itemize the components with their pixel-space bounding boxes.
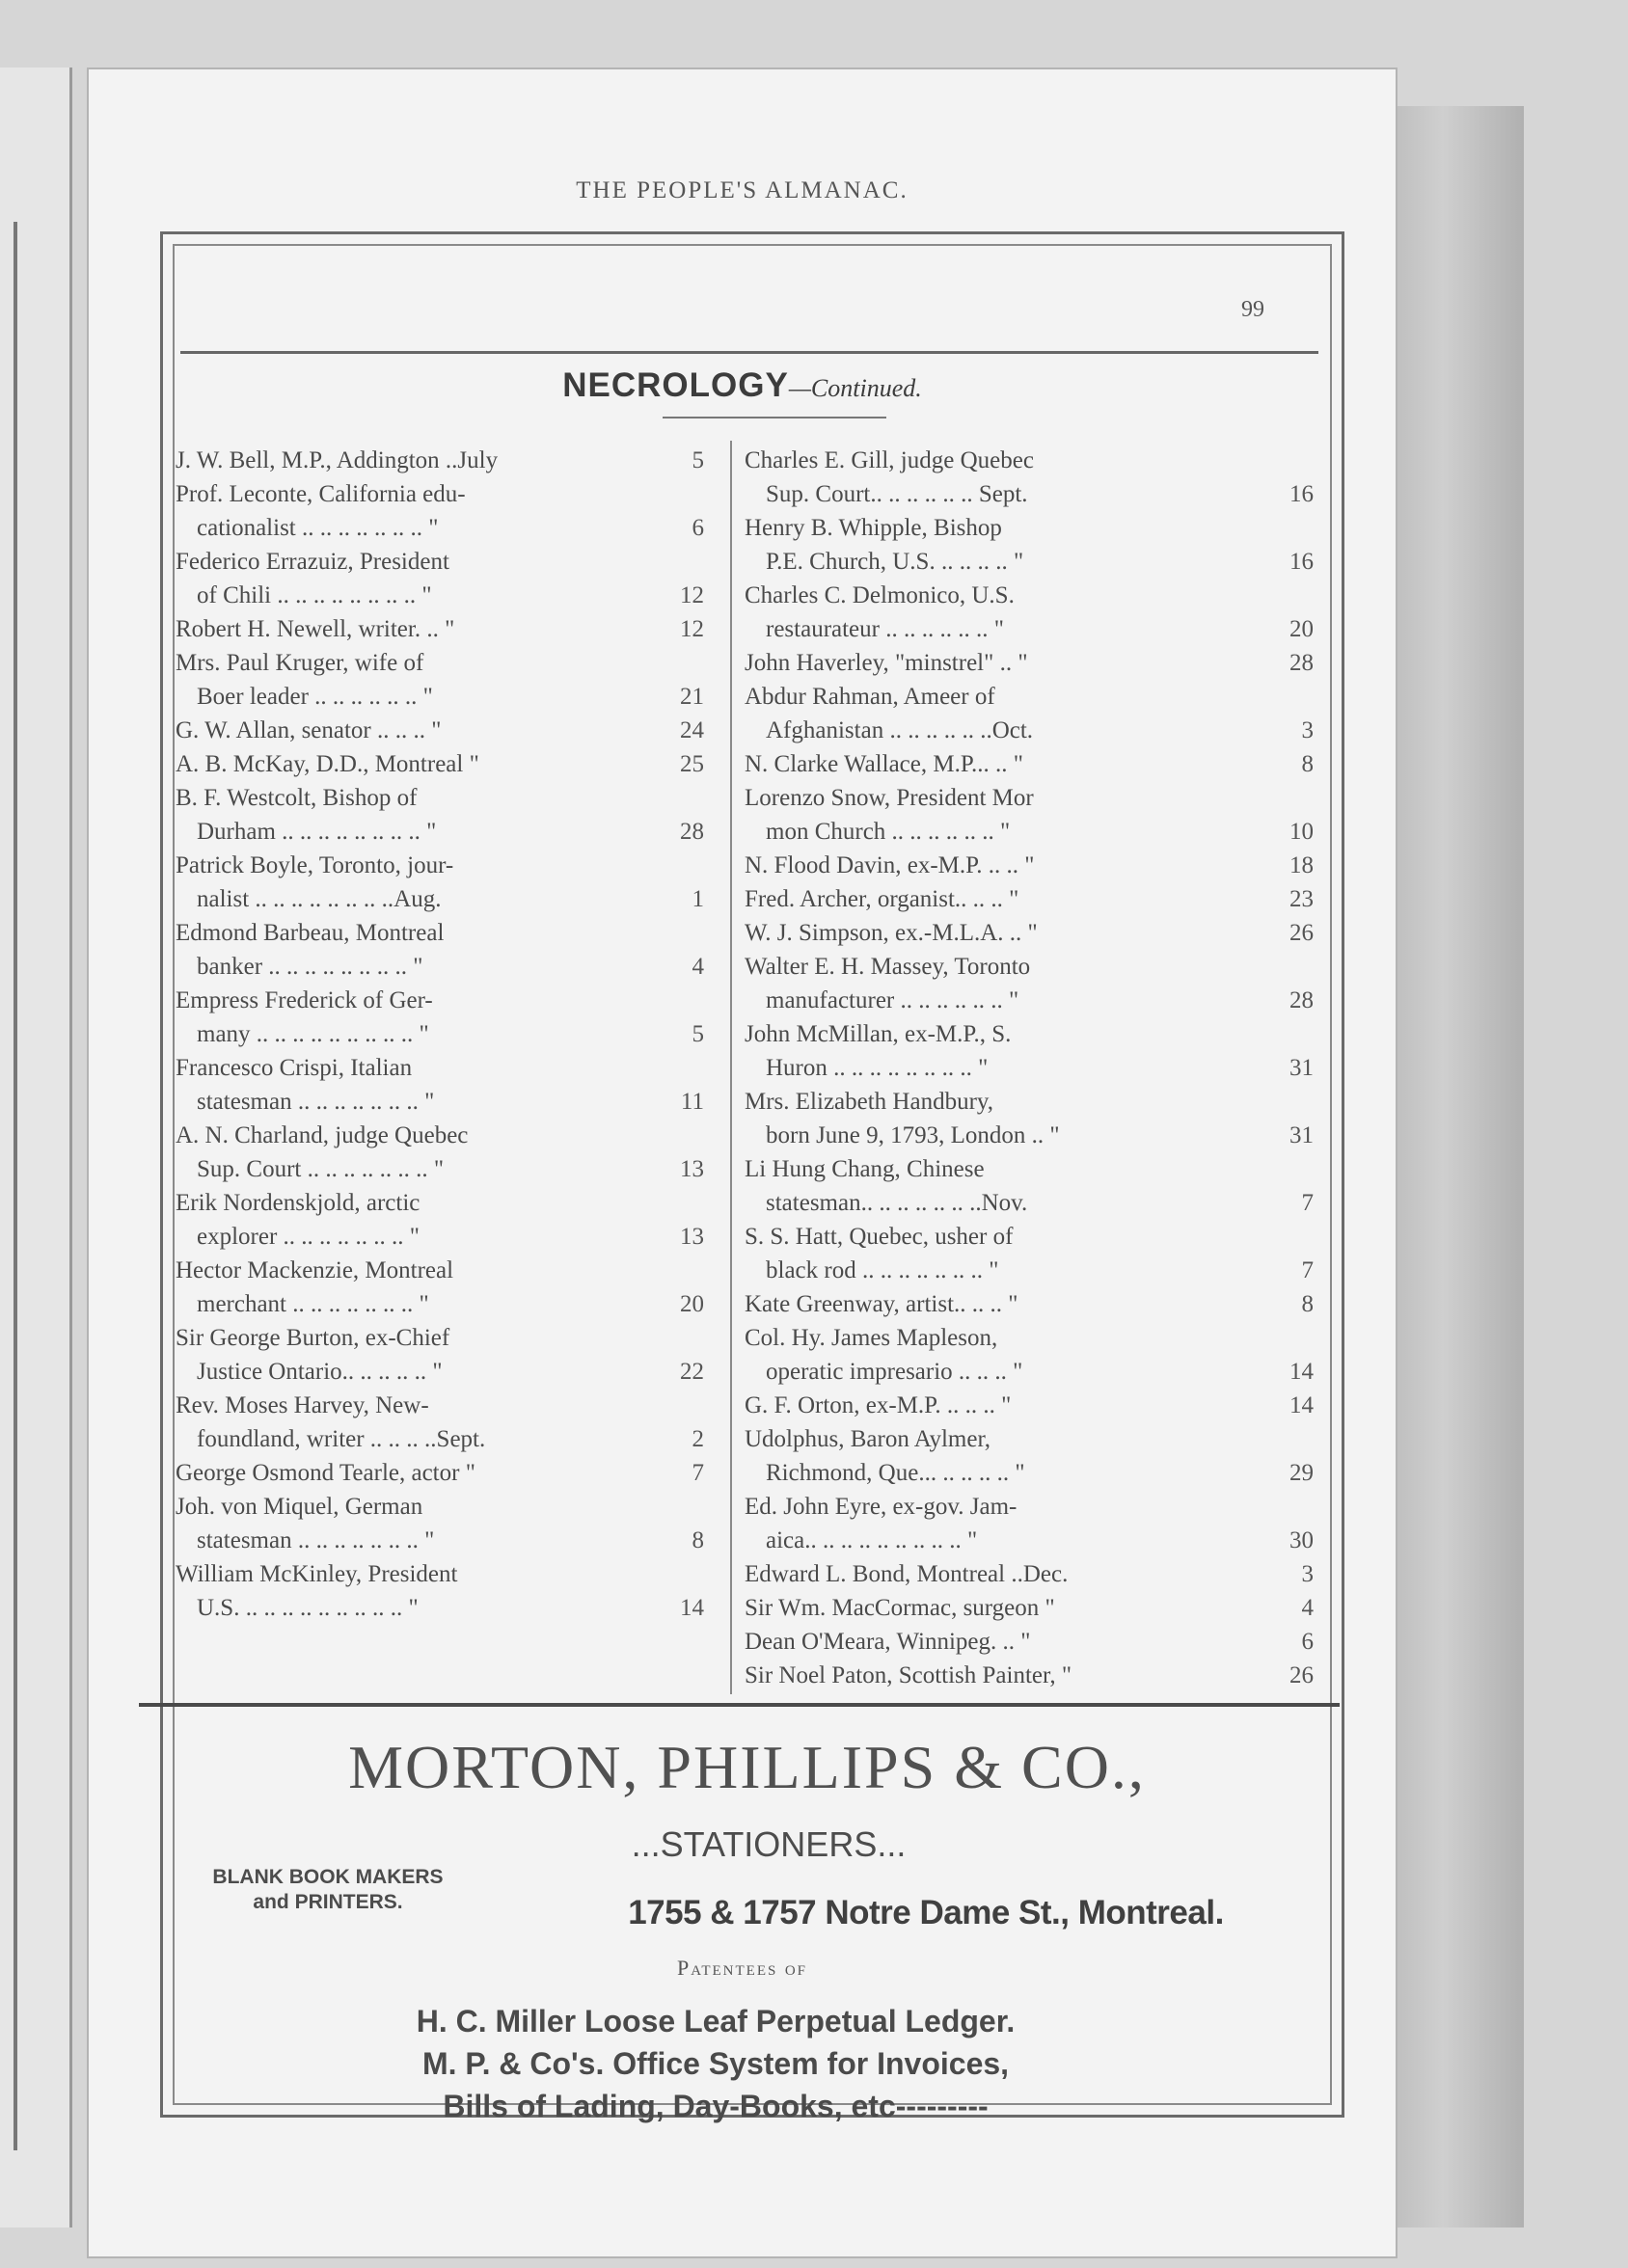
necrology-entry	[745, 680, 1314, 747]
entry-continuation: foundland, writer .. .. .. ..Sept.	[197, 1426, 486, 1452]
section-title-sub: —Continued.	[788, 374, 922, 402]
entry-day: 29	[1289, 1460, 1314, 1486]
necrology-entry	[176, 1389, 704, 1456]
entry-day: 5	[692, 1021, 704, 1047]
entry-day: 12	[680, 582, 704, 608]
section-title	[89, 366, 1396, 405]
entry-day: 2	[692, 1426, 704, 1452]
book-page-edges	[1389, 106, 1524, 2228]
entry-name: Li Hung Chang, Chinese	[745, 1156, 985, 1182]
entry-day: 26	[1289, 920, 1314, 946]
necrology-entry	[745, 1659, 1314, 1692]
entry-day: 14	[1289, 1359, 1314, 1385]
entry-day: 23	[1289, 886, 1314, 912]
ad-stationers: ...STATIONERS...	[631, 1824, 907, 1864]
entry-name: S. S. Hatt, Quebec, usher of	[745, 1224, 1014, 1250]
entry-name: Abdur Rahman, Ameer of	[745, 684, 995, 710]
ad-makers-line1: BLANK BOOK MAKERS	[212, 1866, 444, 1888]
entry-name: William McKinley, President	[176, 1561, 458, 1587]
entry-day: 7	[1301, 1190, 1314, 1216]
entry-name: Mrs. Elizabeth Handbury,	[745, 1089, 994, 1115]
entry-day: 12	[680, 616, 704, 642]
entry-day: 21	[680, 684, 704, 710]
entry-continuation: cationalist .. .. .. .. .. .. .. "	[197, 515, 439, 541]
entry-day: 3	[1301, 717, 1314, 743]
ad-products	[282, 2000, 1150, 2127]
necrology-entry	[745, 1389, 1314, 1422]
entry-continuation: statesman .. .. .. .. .. .. .. "	[197, 1527, 435, 1553]
necrology-entry	[745, 1490, 1314, 1557]
entry-continuation: Boer leader .. .. .. .. .. .. "	[197, 684, 433, 710]
entry-name: Erik Nordenskjold, arctic	[176, 1190, 421, 1216]
entry-day: 31	[1289, 1055, 1314, 1081]
entry-day: 22	[680, 1359, 704, 1385]
entry-continuation: statesman .. .. .. .. .. .. .. "	[197, 1089, 435, 1115]
entry-name: George Osmond Tearle, actor "	[176, 1460, 475, 1486]
entry-day: 7	[1301, 1257, 1314, 1283]
entry-name: W. J. Simpson, ex.-M.L.A. .. "	[745, 920, 1038, 946]
necrology-entry	[745, 882, 1314, 916]
entry-name: Rev. Moses Harvey, New-	[176, 1392, 429, 1418]
necrology-entry	[176, 1119, 704, 1186]
necrology-entry	[745, 1152, 1314, 1220]
entry-name: Dean O'Meara, Winnipeg. .. "	[745, 1629, 1031, 1655]
necrology-entry	[745, 1557, 1314, 1591]
page-number: 99	[1241, 297, 1264, 322]
entry-continuation: aica.. .. .. .. .. .. .. .. .. "	[766, 1527, 978, 1553]
necrology-entry	[745, 1625, 1314, 1659]
entry-day: 10	[1289, 819, 1314, 845]
entry-day: 14	[680, 1595, 704, 1621]
necrology-entry	[176, 714, 704, 747]
entry-continuation: Durham .. .. .. .. .. .. .. .. "	[197, 819, 437, 845]
entry-continuation: Sup. Court .. .. .. .. .. .. .. "	[197, 1156, 445, 1182]
entry-name: A. B. McKay, D.D., Montreal "	[176, 751, 479, 777]
entry-day: 6	[1301, 1629, 1314, 1655]
necrology-entry	[176, 1254, 704, 1321]
entry-name: Francesco Crispi, Italian	[176, 1055, 413, 1081]
entry-day: 28	[1289, 987, 1314, 1013]
entry-day: 5	[692, 447, 704, 473]
entry-day: 1	[692, 886, 704, 912]
entry-day: 13	[680, 1156, 704, 1182]
entry-name: Robert H. Newell, writer. .. "	[176, 616, 455, 642]
entry-name: Charles C. Delmonico, U.S.	[745, 582, 1015, 608]
necrology-entry	[176, 444, 704, 477]
necrology-entry	[745, 444, 1314, 511]
necrology-entry	[176, 1557, 704, 1625]
entry-day: 26	[1289, 1662, 1314, 1688]
entry-day: 13	[680, 1224, 704, 1250]
necrology-entry	[745, 1220, 1314, 1287]
entry-continuation: many .. .. .. .. .. .. .. .. .. "	[197, 1021, 429, 1047]
necrology-entry	[176, 747, 704, 781]
entry-name: Charles E. Gill, judge Quebec	[745, 447, 1034, 473]
entry-name: N. Clarke Wallace, M.P... .. "	[745, 751, 1023, 777]
necrology-entry	[745, 646, 1314, 680]
ad-separator-rule	[139, 1703, 1340, 1707]
entry-name: J. W. Bell, M.P., Addington ..July	[176, 447, 499, 473]
entry-name: Hector Mackenzie, Montreal	[176, 1257, 454, 1283]
necrology-entry	[745, 1287, 1314, 1321]
entry-day: 4	[692, 954, 704, 980]
ad-product-line2: M. P. & Co's. Office System for Invoices,	[421, 2046, 1010, 2081]
necrology-entry	[745, 1017, 1314, 1085]
title-underline	[663, 417, 886, 418]
entry-continuation: Justice Ontario.. .. .. .. .. "	[197, 1359, 443, 1385]
necrology-entry	[745, 849, 1314, 882]
entry-name: A. N. Charland, judge Quebec	[176, 1122, 469, 1148]
entry-name: Fred. Archer, organist.. .. .. "	[745, 886, 1019, 912]
necrology-entry	[176, 849, 704, 916]
entry-continuation: Richmond, Que... .. .. .. .. "	[766, 1460, 1025, 1486]
entry-name: John Haverley, "minstrel" .. "	[745, 650, 1028, 676]
entry-name: Lorenzo Snow, President Mor	[745, 785, 1034, 811]
section-title-main: NECROLOGY	[562, 366, 789, 404]
necrology-entry	[176, 1321, 704, 1389]
entry-name: Prof. Leconte, California edu-	[176, 481, 466, 507]
entry-day: 11	[680, 1089, 704, 1115]
entry-name: Udolphus, Baron Aylmer,	[745, 1426, 991, 1452]
entry-name: Kate Greenway, artist.. .. .. "	[745, 1291, 1018, 1317]
entry-continuation: statesman.. .. .. .. .. .. ..Nov.	[766, 1190, 1028, 1216]
header-rule	[180, 351, 1318, 354]
ad-patentees: Patentees of	[676, 1956, 808, 1980]
ad-makers	[154, 1865, 502, 1915]
left-page-border	[0, 222, 17, 2150]
entry-day: 30	[1289, 1527, 1314, 1553]
necrology-entry	[176, 1051, 704, 1119]
entry-day: 25	[680, 751, 704, 777]
entry-name: John McMillan, ex-M.P., S.	[745, 1021, 1012, 1047]
entry-name: Col. Hy. James Mapleson,	[745, 1325, 998, 1351]
necrology-entry	[176, 916, 704, 984]
entry-day: 31	[1289, 1122, 1314, 1148]
necrology-entry	[745, 1321, 1314, 1389]
entry-name: Ed. John Eyre, ex-gov. Jam-	[745, 1494, 1018, 1520]
necrology-entry	[176, 1186, 704, 1254]
entry-continuation: born June 9, 1793, London .. "	[766, 1122, 1060, 1148]
necrology-entry	[745, 781, 1314, 849]
entry-day: 3	[1301, 1561, 1314, 1587]
entry-name: Sir George Burton, ex-Chief	[176, 1325, 450, 1351]
entry-continuation: banker .. .. .. .. .. .. .. .. "	[197, 954, 423, 980]
column-divider	[730, 441, 732, 1694]
entry-continuation: Afghanistan .. .. .. .. .. ..Oct.	[766, 717, 1034, 743]
entry-name: G. F. Orton, ex-M.P. .. .. .. "	[745, 1392, 1012, 1418]
entry-name: Empress Frederick of Ger-	[176, 987, 433, 1013]
necrology-entry	[176, 646, 704, 714]
entry-continuation: Sup. Court.. .. .. .. .. .. Sept.	[766, 481, 1028, 507]
entry-name: Walter E. H. Massey, Toronto	[745, 954, 1031, 980]
almanac-page	[89, 69, 1396, 2256]
entry-name: Henry B. Whipple, Bishop	[745, 515, 1002, 541]
entry-continuation: manufacturer .. .. .. .. .. .. "	[766, 987, 1019, 1013]
entry-continuation: nalist .. .. .. .. .. .. .. ..Aug.	[197, 886, 442, 912]
ad-makers-line2: and PRINTERS.	[253, 1891, 403, 1913]
necrology-entry	[176, 781, 704, 849]
entry-continuation: explorer .. .. .. .. .. .. .. "	[197, 1224, 420, 1250]
entry-name: Joh. von Miquel, German	[176, 1494, 423, 1520]
entry-continuation: operatic impresario .. .. .. "	[766, 1359, 1023, 1385]
entry-continuation: Huron .. .. .. .. .. .. .. .. "	[766, 1055, 989, 1081]
entry-name: B. F. Westcolt, Bishop of	[176, 785, 418, 811]
entry-continuation: black rod .. .. .. .. .. .. .. "	[766, 1257, 999, 1283]
entry-name: Edmond Barbeau, Montreal	[176, 920, 445, 946]
necrology-entry	[745, 916, 1314, 950]
ad-product-line3: Bills of Lading, Day-Books, etc---------	[443, 2089, 989, 2123]
necrology-entry	[745, 1422, 1314, 1490]
running-head: THE PEOPLE'S ALMANAC.	[576, 177, 909, 203]
entry-day: 14	[1289, 1392, 1314, 1418]
entry-day: 20	[680, 1291, 704, 1317]
entry-day: 16	[1289, 481, 1314, 507]
entry-continuation: P.E. Church, U.S. .. .. .. .. "	[766, 549, 1024, 575]
necrology-entry	[745, 579, 1314, 646]
entry-name: Sir Wm. MacCormac, surgeon "	[745, 1595, 1055, 1621]
entry-continuation: restaurateur .. .. .. .. .. .. "	[766, 616, 1004, 642]
necrology-entry	[176, 984, 704, 1051]
entry-name: Sir Noel Paton, Scottish Painter, "	[745, 1662, 1072, 1688]
entry-name: Patrick Boyle, Toronto, jour-	[176, 852, 454, 878]
entry-day: 7	[692, 1460, 704, 1486]
necrology-entry	[745, 747, 1314, 781]
entry-day: 20	[1289, 616, 1314, 642]
necrology-entry	[745, 511, 1314, 579]
entry-day: 28	[1289, 650, 1314, 676]
necrology-entry	[745, 950, 1314, 1017]
entry-name: G. W. Allan, senator .. .. .. "	[176, 717, 442, 743]
entry-day: 28	[680, 819, 704, 845]
ad-firm-name: MORTON, PHILLIPS & CO.,	[348, 1733, 1146, 1801]
entry-continuation: U.S. .. .. .. .. .. .. .. .. .. "	[197, 1595, 419, 1621]
entry-day: 16	[1289, 549, 1314, 575]
entry-day: 6	[692, 515, 704, 541]
entry-name: Mrs. Paul Kruger, wife of	[176, 650, 424, 676]
entry-continuation: mon Church .. .. .. .. .. .. "	[766, 819, 1011, 845]
necrology-entry	[176, 1456, 704, 1490]
necrology-entry	[176, 1490, 704, 1557]
entry-day: 24	[680, 717, 704, 743]
entry-name: N. Flood Davin, ex-M.P. .. .. "	[745, 852, 1035, 878]
necrology-right-column	[745, 444, 1314, 1692]
entry-day: 8	[692, 1527, 704, 1553]
necrology-entry	[176, 612, 704, 646]
necrology-left-column	[176, 444, 704, 1625]
necrology-entry	[176, 477, 704, 545]
ad-product-line1: H. C. Miller Loose Leaf Perpetual Ledger.	[416, 2004, 1016, 2038]
entry-continuation: of Chili .. .. .. .. .. .. .. .. "	[197, 582, 432, 608]
entry-day: 18	[1289, 852, 1314, 878]
entry-day: 8	[1301, 751, 1314, 777]
necrology-entry	[745, 1085, 1314, 1152]
ad-address: 1755 & 1757 Notre Dame St., Montreal.	[628, 1894, 1224, 1931]
entry-day: 4	[1301, 1595, 1314, 1621]
necrology-entry	[745, 1591, 1314, 1625]
entry-name: Federico Errazuiz, President	[176, 549, 449, 575]
entry-continuation: merchant .. .. .. .. .. .. .. "	[197, 1291, 429, 1317]
necrology-entry	[176, 545, 704, 612]
entry-name: Edward L. Bond, Montreal ..Dec.	[745, 1561, 1069, 1587]
entry-day: 8	[1301, 1291, 1314, 1317]
adjacent-left-page	[0, 68, 72, 2228]
